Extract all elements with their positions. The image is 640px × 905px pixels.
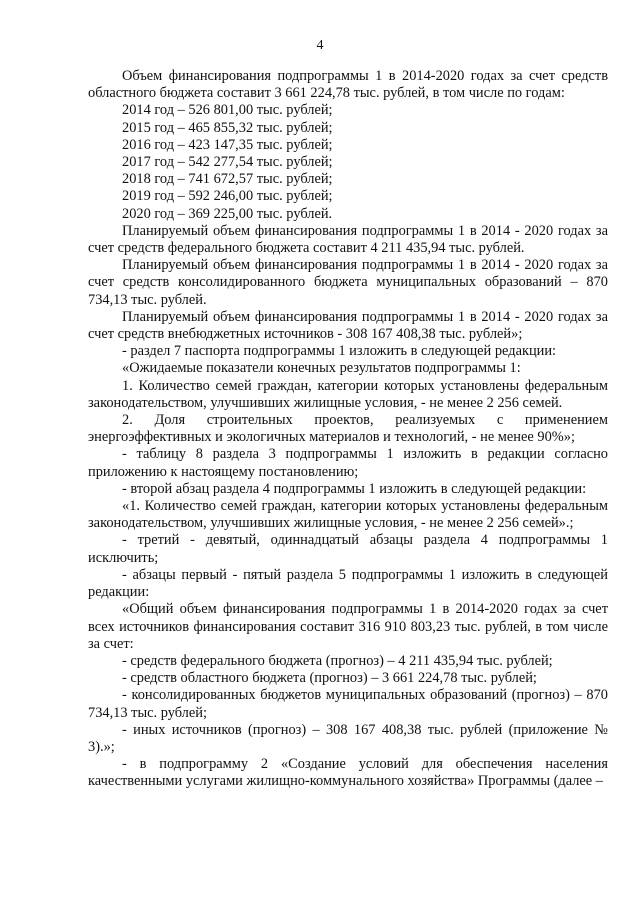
page-number: 4	[316, 38, 324, 53]
paragraph-financing-regional: Объем финансирования подпрограммы 1 в 2014-2020 годах за счет средств областного бюджета составит 3 661 224,78 тыс. рублей, в том числе по годам:	[88, 68, 608, 102]
year-line: 2015 год – 465 855,32 тыс. рублей;	[122, 119, 333, 136]
year-line: 2014 год – 526 801,00 тыс. рублей;	[122, 102, 333, 119]
year-line: 2016 год – 423 147,35 тыс. рублей;	[122, 136, 333, 153]
year-line: 2018 год – 741 672,57 тыс. рублей;	[122, 171, 333, 188]
paragraph-src-other: - иных источников (прогноз) – 308 167 408,38 тыс. рублей (приложение № 3).»;	[88, 721, 608, 755]
year-line: 2019 год – 592 246,00 тыс. рублей;	[122, 188, 333, 205]
paragraph-total: «Общий объем финансирования подпрограммы 1 в 2014-2020 годах за счет всех источников финансирования составит 316 910 803,23 тыс. рублей, в том числе за счет:	[88, 601, 608, 652]
paragraph-expected-results: «Ожидаемые показатели конечных результатов подпрограммы 1:	[122, 360, 521, 377]
paragraph-src-federal: - средств федерального бюджета (прогноз) – 4 211 435,94 тыс. рублей;	[122, 652, 553, 669]
paragraph-item-1: 1. Количество семей граждан, категории которых установлены федеральным законодательством, улучшивших жилищные условия, - не менее 2 256 семей.	[88, 377, 608, 411]
year-line: 2017 год – 542 277,54 тыс. рублей;	[122, 154, 333, 171]
paragraph-municipal: Планируемый объем финансирования подпрограммы 1 в 2014 - 2020 годах за счет средств консолидированного бюджета муниципальных образований – 870 734,13 тыс. рублей.	[88, 257, 608, 308]
paragraph-table8: - таблицу 8 раздела 3 подпрограммы 1 изложить в редакции согласно приложению к настоящему постановлению;	[88, 446, 608, 480]
paragraph-src-municipal: - консолидированных бюджетов муниципальных образований (прогноз) – 870 734,13 тыс. рублей;	[88, 687, 608, 721]
paragraph-section4-second: - второй абзац раздела 4 подпрограммы 1 изложить в следующей редакции:	[122, 480, 587, 497]
paragraph-item-2: 2. Доля строительных проектов, реализуемых с применением энергоэффективных и экологичных материалов и технологий, - не менее 90%»;	[88, 412, 608, 446]
paragraph-offbudget: Планируемый объем финансирования подпрограммы 1 в 2014 - 2020 годах за счет средств внебюджетных источников - 308 167 408,38 тыс. рублей»;	[88, 308, 608, 343]
document-body	[88, 68, 608, 791]
paragraph-exclude: - третий - девятый, одиннадцатый абзацы раздела 4 подпрограммы 1 исключить;	[88, 532, 608, 566]
paragraph-federal: Планируемый объем финансирования подпрограммы 1 в 2014 - 2020 годах за счет средств федерального бюджета составит 4 211 435,94 тыс. рублей.	[88, 222, 608, 257]
paragraph-section5: - абзацы первый - пятый раздела 5 подпрограммы 1 изложить в следующей редакции:	[88, 566, 608, 601]
paragraph-section7: - раздел 7 паспорта подпрограммы 1 изложить в следующей редакции:	[122, 343, 557, 360]
paragraph-section4-item: «1. Количество семей граждан, категории которых установлены федеральным законодательством, улучшивших жилищные условия, - не менее 2 256 семей».;	[88, 498, 608, 532]
years-list	[88, 102, 608, 222]
paragraph-src-regional: - средств областного бюджета (прогноз) – 3 661 224,78 тыс. рублей;	[122, 670, 537, 687]
year-line: 2020 год – 369 225,00 тыс. рублей.	[122, 205, 333, 222]
paragraph-subprogram2: - в подпрограмму 2 «Создание условий для обеспечения населения качественными услугами жилищно-коммунального хозяйства» Программы (далее –	[88, 756, 608, 790]
